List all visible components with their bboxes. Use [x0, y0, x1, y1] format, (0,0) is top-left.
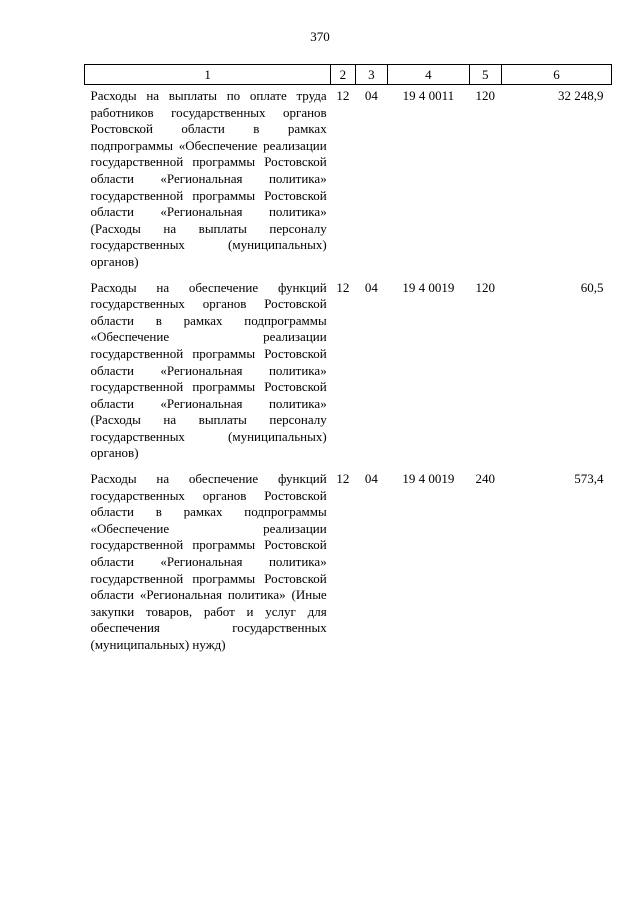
- row-section: 12: [336, 88, 350, 103]
- column-header: 5: [469, 65, 502, 85]
- table-row: [85, 468, 612, 660]
- row-amount: 573,4: [574, 471, 604, 487]
- budget-table: [84, 64, 612, 660]
- table-header-row: [85, 65, 612, 85]
- table-row: [85, 277, 612, 469]
- row-subsection: 04: [364, 279, 378, 295]
- row-subsection: 04: [364, 88, 378, 103]
- column-header: 6: [502, 65, 612, 85]
- row-target-code: 19 4 0011: [402, 88, 455, 103]
- row-amount: 60,5: [580, 279, 604, 295]
- row-amount: 32 248,9: [558, 88, 604, 103]
- row-subsection: 04: [364, 471, 378, 487]
- column-header: 2: [331, 65, 355, 85]
- row-description: Расходы на обеспечение функций государственных органов Ростовской области в рамках подпрограммы «Обеспечение реализации государственной программы Ростовской области «Региональная политика» государственной программы Ростовской области «Региональная политика» (Иные закупки товаров, работ и услуг для обеспечения государственных (муниципальных) нужд): [90, 471, 327, 652]
- row-target-code: 19 4 0019: [402, 471, 455, 487]
- column-header: 4: [388, 65, 469, 85]
- row-description: Расходы на выплаты по оплате труда работников государственных органов Ростовской области в рамках подпрограммы «Обеспечение реализации государственной программы Ростовской области «Региональная политика» государственной программы Ростовской области «Региональная политика» (Расходы на выплаты персоналу государственных (муниципальных) органов): [90, 88, 327, 269]
- row-description: Расходы на обеспечение функций государственных органов Ростовской области в рамках подпрограммы «Обеспечение реализации государственной программы Ростовской области «Региональная политика» государственной программы Ростовской области «Региональная политика» (Расходы на выплаты персоналу государственных (муниципальных) органов): [90, 279, 327, 461]
- column-header: 1: [85, 65, 331, 85]
- row-expense-type: 120: [475, 279, 496, 295]
- row-expense-type: 240: [475, 471, 496, 487]
- row-section: 12: [336, 279, 350, 295]
- column-header: 3: [355, 65, 388, 85]
- page-number: 370: [310, 29, 330, 44]
- row-section: 12: [336, 471, 350, 487]
- table-row: [85, 85, 612, 277]
- row-expense-type: 120: [475, 88, 496, 103]
- row-target-code: 19 4 0019: [402, 279, 455, 295]
